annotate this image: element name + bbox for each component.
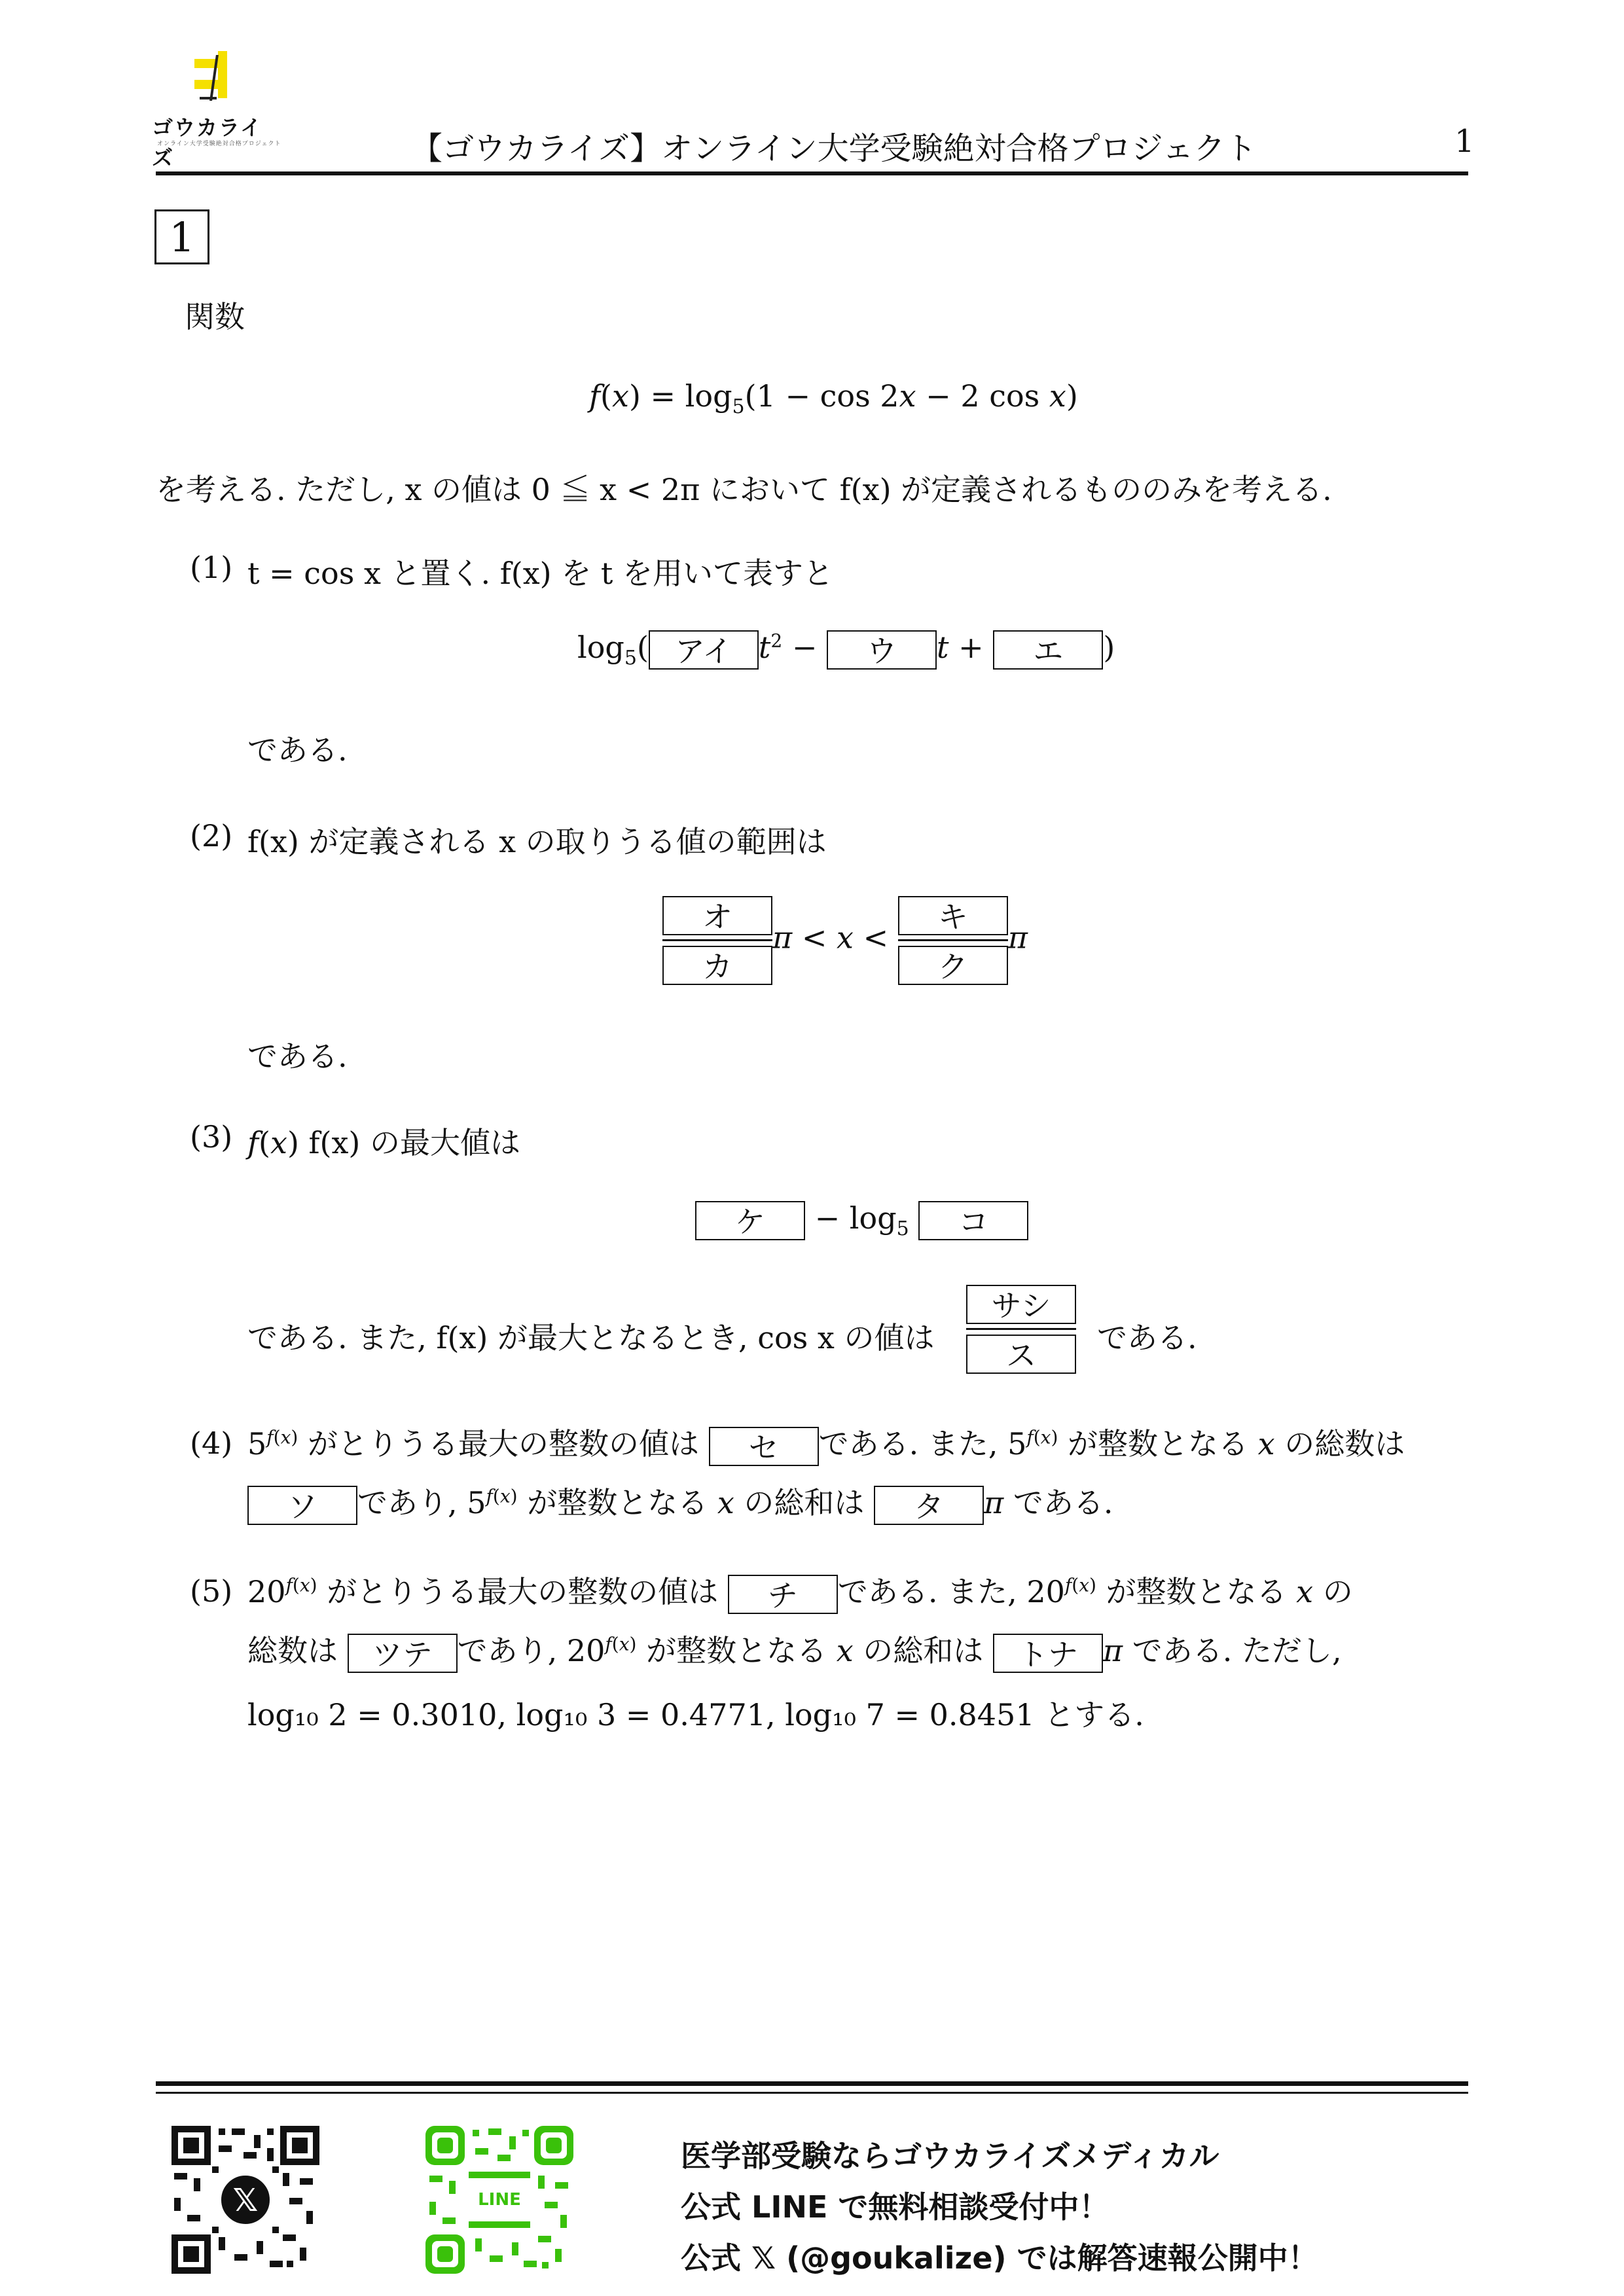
logo-mark bbox=[194, 51, 240, 103]
part4-line2: ソ であり, $5^{f(x)}$ が整数となる x の総和は タ π である. bbox=[247, 1479, 1113, 1525]
answer-box-ai[interactable]: アイ bbox=[649, 630, 759, 670]
logo bbox=[152, 51, 283, 170]
footer-rule-thick bbox=[156, 2081, 1468, 2086]
line-qr-label: LINE bbox=[478, 2190, 521, 2210]
part4-label: (4) bbox=[190, 1426, 233, 1461]
answer-box-so[interactable]: ソ bbox=[247, 1486, 357, 1525]
part4-line1: $5^{f(x)}$ がとりうる最大の整数の値は セ である. また, $5^{f(x)}$ が整数となる x の総数は bbox=[247, 1426, 1405, 1465]
answer-box-ke[interactable]: ケ bbox=[695, 1201, 805, 1240]
header-title: 【ゴウカライズ】オンライン大学受験絶対合格プロジェクト bbox=[411, 130, 1257, 167]
x-qr-svg bbox=[171, 2126, 319, 2274]
part3-cos-fraction bbox=[966, 1284, 1076, 1374]
problem-intro: 関数 bbox=[185, 299, 245, 334]
part3-f: f(x) f(x) の最大値は bbox=[247, 1125, 520, 1160]
logo-text: ゴウカライズ bbox=[152, 115, 263, 170]
footer-line1: 医学部受験ならゴウカライズメディカル bbox=[681, 2138, 1219, 2174]
part5-label: (5) bbox=[190, 1573, 233, 1609]
part3-text: f(x) の最大値は bbox=[308, 1125, 520, 1160]
part1-text: t = cos x と置く. f(x) を t を用いて表すと bbox=[247, 556, 833, 591]
part2-inequality: $\frac{\text{オ}}{\text{カ}}\pi < x < \frac{\text{キ}}{\text{ク}}\pi$ bbox=[662, 895, 1028, 985]
footer-line2: 公式 LINE で無料相談受付中！ bbox=[681, 2189, 1110, 2225]
answer-box-sashi[interactable]: サシ bbox=[966, 1285, 1076, 1324]
problem-number: 1 bbox=[169, 213, 195, 261]
part2-text: f(x) が定義される x の取りうる値の範囲は bbox=[247, 824, 827, 859]
part3-end-b: である. bbox=[1097, 1320, 1197, 1355]
part3-maxvalue: ケ − $\log_5$ コ bbox=[695, 1200, 1028, 1240]
part2-label: (2) bbox=[190, 818, 233, 853]
answer-box-su[interactable]: ス bbox=[966, 1335, 1076, 1374]
part3-label: (3) bbox=[190, 1119, 233, 1155]
answer-box-ku[interactable]: ク bbox=[898, 946, 1008, 985]
part1-expression: $\log_5$( アイ $t^2$ − ウ t + エ ) bbox=[577, 630, 1115, 670]
answer-box-se[interactable]: セ bbox=[709, 1427, 819, 1466]
logo-subtext: オンライン大学受験絶対合格プロジェクト bbox=[157, 141, 281, 147]
answer-box-ta[interactable]: タ bbox=[874, 1486, 984, 1525]
part2-end: である. bbox=[247, 1039, 348, 1074]
answer-box-o[interactable]: オ bbox=[662, 896, 772, 935]
part1-end: である. bbox=[247, 732, 348, 768]
answer-box-tona[interactable]: トナ bbox=[993, 1634, 1103, 1673]
footer-line3: 公式 𝕏 (@goukalize) では解答速報公開中！ bbox=[681, 2240, 1318, 2276]
part5-line1: $20^{f(x)}$ がとりうる最大の整数の値は チ である. また, $20^{f(x)}$ が整数となる x の bbox=[247, 1574, 1353, 1613]
answer-box-tsute[interactable]: ツテ bbox=[348, 1634, 458, 1673]
svg-text:𝕏: 𝕏 bbox=[232, 2182, 259, 2219]
answer-box-ki[interactable]: キ bbox=[898, 896, 1008, 935]
function-definition: $f(x) = \log_5(1 - \cos 2x - 2$ cos x) bbox=[589, 378, 1078, 419]
line-qr-code[interactable] bbox=[425, 2126, 573, 2274]
part5-line2: 総数は ツテ であり, $20^{f(x)}$ が整数となる x の総和は トナ π である. ただし, bbox=[247, 1633, 1342, 1672]
part3-end-a: である. また, f(x) が最大となるとき, cos x の値は bbox=[247, 1320, 935, 1355]
part1-label: (1) bbox=[190, 550, 233, 585]
answer-box-e[interactable]: エ bbox=[993, 630, 1103, 670]
x-qr-code[interactable] bbox=[171, 2126, 319, 2274]
header-rule bbox=[156, 171, 1468, 175]
answer-box-ko[interactable]: コ bbox=[918, 1201, 1028, 1240]
problem-condition: を考える. ただし, x の値は 0 ≦ x < 2π において f(x) が定義されるもののみを考える. bbox=[156, 472, 1332, 507]
answer-box-chi[interactable]: チ bbox=[728, 1575, 838, 1614]
footer-rule-thin bbox=[156, 2092, 1468, 2094]
part5-line3: log₁₀ 2 = 0.3010, log₁₀ 3 = 0.4771, log₁₀ 7 = 0.8451 とする. bbox=[247, 1697, 1144, 1732]
answer-box-u[interactable]: ウ bbox=[827, 630, 937, 670]
problem-number-box bbox=[154, 209, 209, 264]
page-number: 1 bbox=[1454, 123, 1475, 160]
answer-box-ka[interactable]: カ bbox=[662, 946, 772, 985]
